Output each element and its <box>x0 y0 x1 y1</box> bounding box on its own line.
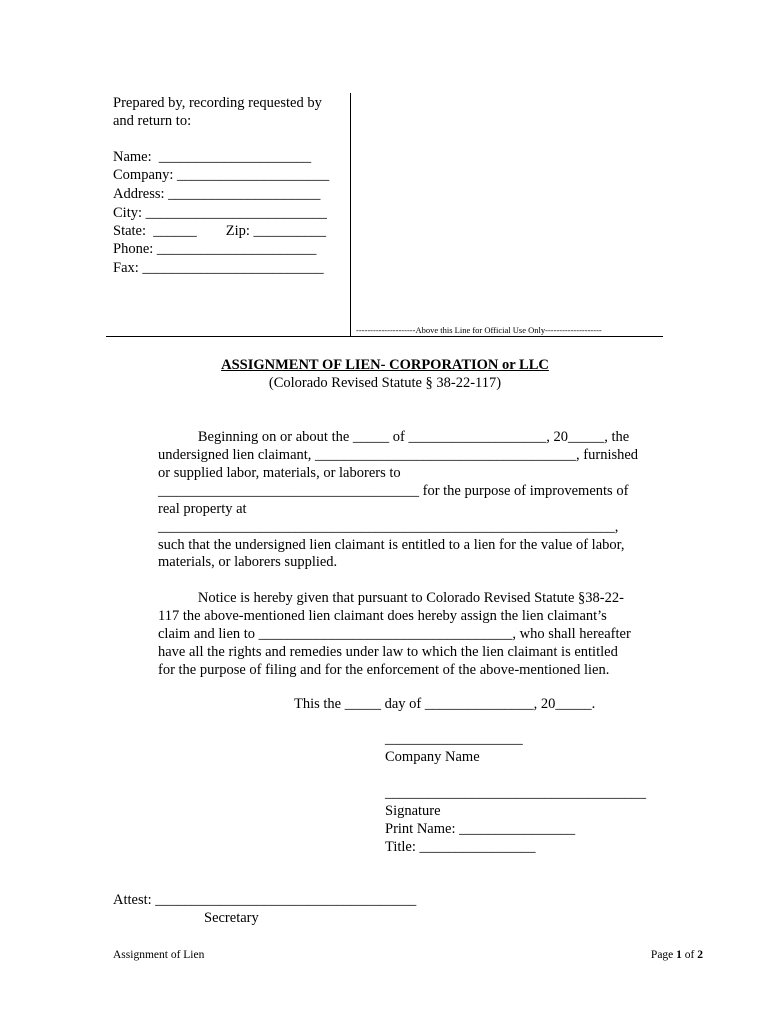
paragraph2-line: Notice is hereby given that pursuant to Colorado Revised Statute §38-22- <box>158 590 624 606</box>
paragraph1-line: materials, or laborers supplied. <box>158 554 338 570</box>
company-field: Company: _____________________ <box>113 167 330 183</box>
company-name-line: ___________________ <box>385 731 523 747</box>
document-title-text: ASSIGNMENT OF LIEN- CORPORATION or LLC <box>221 357 549 373</box>
paragraph1-line: real property at <box>158 501 247 517</box>
signature-line: ____________________________________ <box>385 785 646 801</box>
paragraph2-line: 117 the above-mentioned lien claimant does hereby assign the lien claimant’s <box>158 608 607 624</box>
official-use-notice: ---------------------Above this Line for Official Use Only-------------------- <box>356 325 602 335</box>
page-number <box>651 949 703 961</box>
header-vertical-divider <box>350 93 351 337</box>
paragraph1-line: or supplied labor, materials, or laborers to <box>158 465 401 481</box>
page-prefix: Page <box>650 949 677 961</box>
footer-title: Assignment of Lien <box>113 949 205 961</box>
paragraph2-line: for the purpose of filing and for the enforcement of the above-mentioned lien. <box>158 662 610 678</box>
page-total: 2 <box>697 949 703 961</box>
signature-label: Signature <box>385 803 441 819</box>
page-current: 1 <box>676 949 682 961</box>
name-field: Name: _____________________ <box>113 149 312 165</box>
paragraph1-line: Beginning on or about the _____ of ___________________, 20_____, the <box>158 429 630 445</box>
paragraph1-line: such that the undersigned lien claimant is entitled to a lien for the value of labor, <box>158 537 625 553</box>
paragraph2-line: claim and lien to ___________________________________, who shall hereafter <box>158 626 631 642</box>
paragraph1-line: ____________________________________ for the purpose of improvements of <box>158 483 629 499</box>
fax-field: Fax: _________________________ <box>113 260 324 276</box>
prepared-by-line2: and return to: <box>113 113 192 129</box>
paragraph1-line: _______________________________________________________________, <box>158 519 619 535</box>
prepared-by-line1: Prepared by, recording requested by <box>113 95 322 111</box>
attest-secretary-label: Secretary <box>204 910 259 926</box>
document-subtitle: (Colorado Revised Statute § 38-22-117) <box>268 375 502 391</box>
paragraph2-line: have all the rights and remedies under law to which the lien claimant is entitled <box>158 644 618 660</box>
dated-line: This the _____ day of _______________, 20_____. <box>294 696 596 712</box>
city-field: City: _________________________ <box>113 205 327 221</box>
company-name-label: Company Name <box>385 749 480 765</box>
title-field: Title: ________________ <box>385 839 536 855</box>
address-field: Address: _____________________ <box>113 186 321 202</box>
page-mid: of <box>681 949 698 961</box>
print-name-field: Print Name: ________________ <box>385 821 576 837</box>
paragraph1-line: undersigned lien claimant, ____________________________________, furnished <box>158 447 639 463</box>
state-zip-field: State: ______ Zip: __________ <box>113 223 327 239</box>
document-title <box>0 357 770 374</box>
header-horizontal-divider <box>106 336 663 337</box>
attest-line: Attest: ____________________________________ <box>113 892 417 908</box>
phone-field: Phone: ______________________ <box>113 241 317 257</box>
